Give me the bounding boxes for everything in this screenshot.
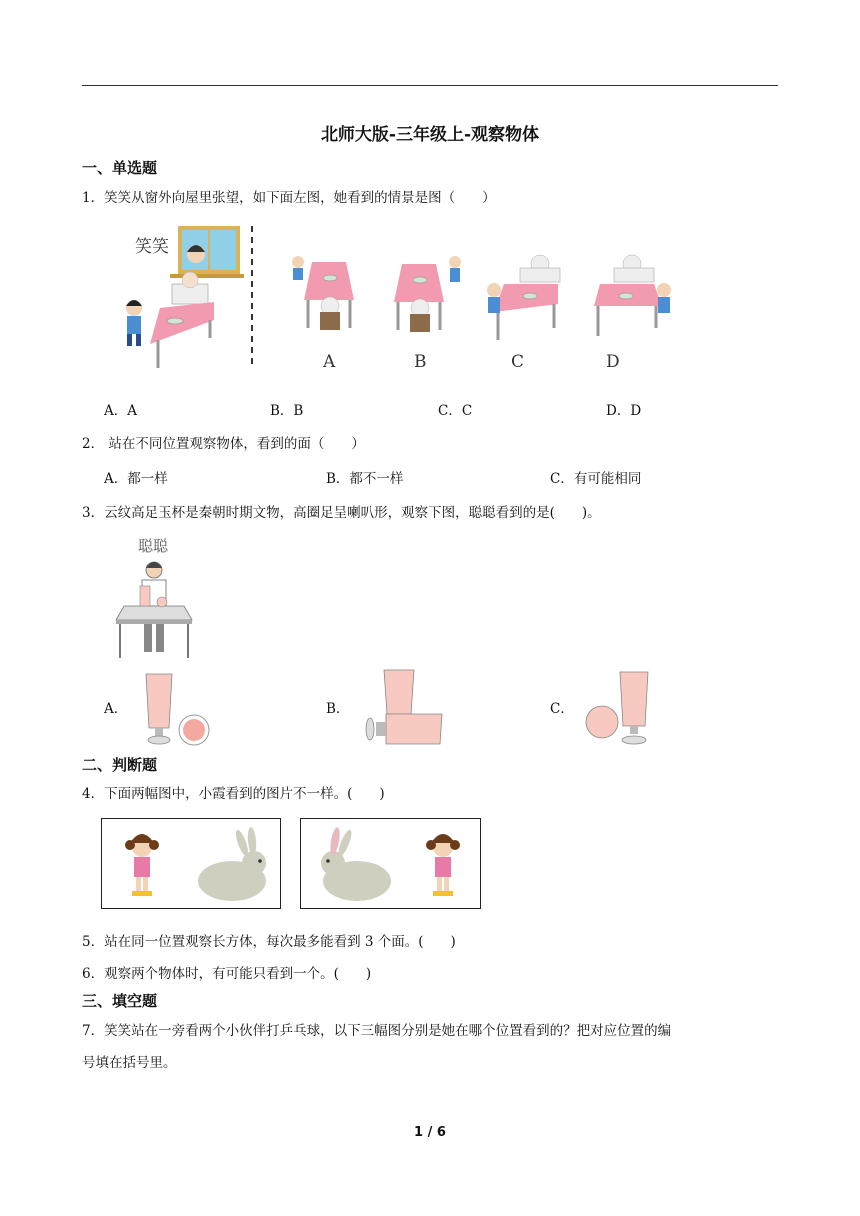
q1-divider — [250, 226, 254, 366]
q1-figure-name: 笑笑 — [135, 237, 169, 257]
q3-option-a-image — [144, 672, 214, 748]
q1-scene-illustration — [130, 222, 260, 372]
question-4-text: 4．下面两幅图中，小霞看到的图片不一样。( ) — [82, 786, 385, 802]
question-5-text: 5．站在同一位置观察长方体，每次最多能看到 3 个面。( ) — [82, 934, 456, 950]
q1-panel-a — [290, 250, 360, 375]
section-heading-single-choice: 一、单选题 — [82, 159, 158, 177]
question-7-text-line-2: 号填在括号里。 — [82, 1055, 177, 1071]
q2-option-a[interactable]: A．都一样 — [104, 471, 168, 487]
q1-panel-label-b: B — [414, 352, 427, 372]
q1-option-b[interactable]: B．B — [270, 403, 304, 419]
q1-panel-d — [590, 250, 680, 375]
q1-panel-label-d: D — [606, 352, 620, 372]
question-2-text: 2． 站在不同位置观察物体，看到的面（ ） — [82, 436, 365, 452]
q4-picture-right-art — [301, 819, 480, 908]
q3-scene-illustration — [114, 534, 194, 660]
question-1-text: 1．笑笑从窗外向屋里张望，如下面左图，她看到的情景是图（ ） — [82, 190, 496, 206]
q2-option-c[interactable]: C．有可能相同 — [550, 471, 642, 487]
q3-option-c-image — [584, 670, 664, 748]
q3-figure-name: 聪聪 — [138, 537, 169, 555]
q1-panel-c — [484, 250, 564, 375]
q1-panel-label-a: A — [323, 352, 336, 372]
question-6-text: 6．观察两个物体时，有可能只看到一个。( ) — [82, 966, 372, 982]
q1-panel-label-c: C — [511, 352, 525, 372]
header-rule — [82, 85, 778, 86]
section-heading-fill-blank: 三、填空题 — [82, 992, 158, 1010]
q3-option-a[interactable]: A． — [104, 701, 128, 717]
question-3-text: 3．云纹高足玉杯是秦朝时期文物，高圈足呈喇叭形，观察下图，聪聪看到的是( )。 — [82, 505, 601, 521]
q4-picture-right — [300, 818, 481, 909]
q1-option-c[interactable]: C．C — [438, 403, 473, 419]
page-number: 1 / 6 — [414, 1125, 446, 1140]
question-7-text-line-1: 7．笑笑站在一旁看两个小伙伴打乒乓球，以下三幅图分别是她在哪个位置看到的？把对应位置的编 — [82, 1023, 672, 1039]
q2-option-b[interactable]: B．都不一样 — [326, 471, 404, 487]
q4-picture-left — [101, 818, 281, 909]
q1-option-a[interactable]: A．A — [104, 403, 137, 419]
q4-picture-left-art — [102, 819, 280, 908]
q3-option-c[interactable]: C． — [550, 701, 574, 717]
q3-option-b-image — [364, 668, 444, 748]
q1-option-d[interactable]: D．D — [606, 403, 642, 419]
section-heading-true-false: 二、判断题 — [82, 756, 158, 774]
q3-option-b[interactable]: B． — [326, 701, 350, 717]
page-title: 北师大版-三年级上-观察物体 — [320, 125, 540, 145]
q1-panel-b — [392, 250, 472, 375]
